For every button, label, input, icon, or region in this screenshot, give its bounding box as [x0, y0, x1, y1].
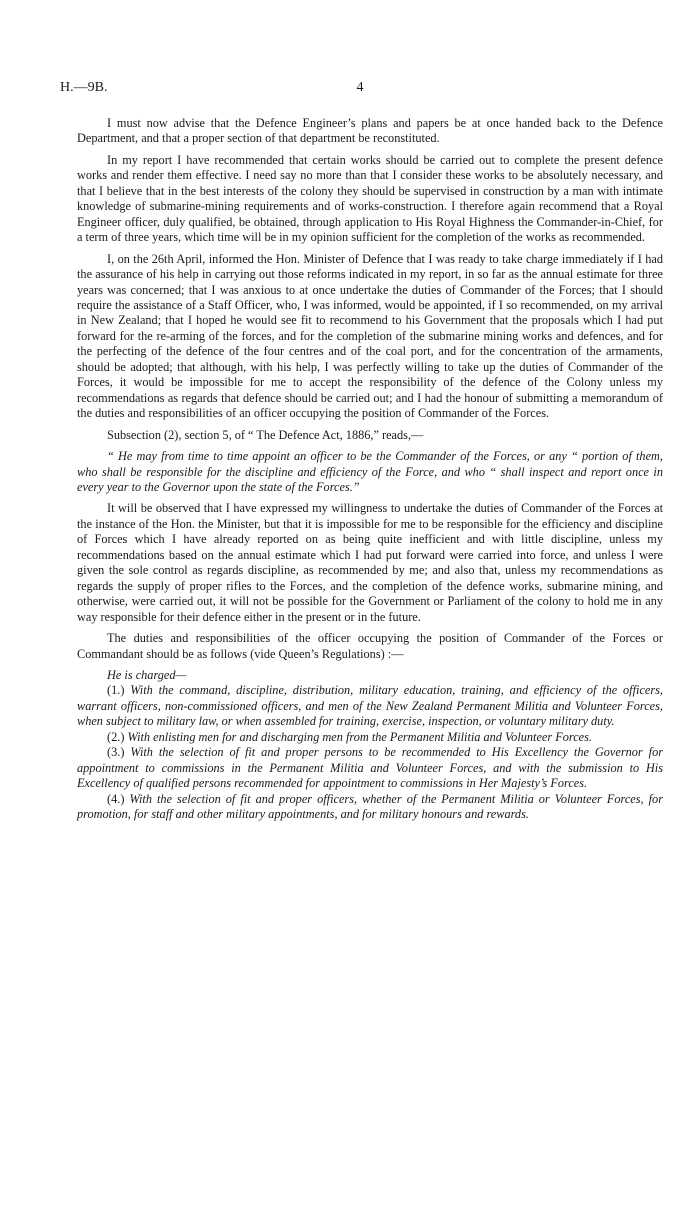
duty-item-2 — [77, 730, 663, 745]
duty-item-text: With the command, discipline, distribution, military education, training, and efficiency of the officers, warrant officers, non-commissioned officers, and men of the New Zealand Permanent Militia and Volunteer Forces, when subject to military law, or when assembled for training, exercise, inspection, or voluntary military duty. — [77, 683, 663, 729]
paragraph-report-works: In my report I have recommended that certain works should be carried out to complete the present defence works and render them effective. I need say no more than that I consider these works to be absolutely necessary, and that I believe that in the best interests of the colony they should be supervised in construction by a man with intimate knowledge of submarine-mining requirements and of works-construction. I therefore again recommend that a Royal Engineer officer, duly qualified, be obtained, through application to His Royal Highness the Commander-in-Chief, for a term of three years, which time will be in my opinion sufficient for the completion of the works as recommended. — [77, 152, 663, 245]
duty-item-number: (1.) — [107, 683, 125, 698]
act-quotation: “ He may from time to time appoint an officer to be the Commander of the Forces, or any “ portion of them, who shall be responsible for the discipline and efficiency of the Force, and who “ shall inspect and report once in every year to the Governor upon the state of the Forces.” — [77, 449, 663, 494]
duty-item-text: With the selection of fit and proper officers, whether of the Permanent Militia or Volunteer Forces, for promotion, for staff and other military appointments, and for military honours and rewards. — [77, 791, 663, 822]
document-reference: H.—9B. — [60, 80, 108, 95]
duty-item-number: (4.) — [107, 791, 125, 806]
paragraph-subsection: Subsection (2), section 5, of “ The Defence Act, 1886,” reads,— — [107, 427, 424, 442]
page-header — [60, 80, 660, 100]
duty-item-number: (2.) — [107, 729, 125, 744]
document-body — [77, 116, 663, 822]
page-number: 4 — [356, 80, 364, 95]
duty-item-3 — [77, 745, 663, 791]
duty-item-1 — [77, 683, 663, 729]
duty-item-text: With the selection of fit and proper persons to be recommended to His Excellency the Governor for appointment to commissions in the Permanent Militia and Volunteer Forces, and with the submission to His Excellency of qualified persons recommended for appointment to commissions in Her Majesty’s Forces. — [77, 745, 664, 791]
duty-item-number: (3.) — [107, 745, 125, 760]
paragraph-engineer-plans: I must now advise that the Defence Engineer’s plans and papers be at once handed back to the Defence Department, and that a proper section of that department be reconstituted. — [77, 116, 663, 146]
paragraph-april-minister: I, on the 26th April, informed the Hon. Minister of Defence that I was ready to take charge immediately if I had the assurance of his help in carrying out those reforms indicated in my report, in so far as the annual estimate for three years was concerned; that I was anxious to at once undertake the duties of Commander of the Forces; that I should require the assistance of a Staff Officer, who, I was informed, would be appointed, if I so recommended, on my arrival in New Zealand; that I hoped he would see fit to recommend to his Government that the proposals which I had put forward for the re-arming of the forces, and for the completion of the submarine mining works and defences, and for the perfecting of the defence of the four centres and of the coal port, and for the concentration of the armaments, should be adopted; that although, with his help, I was perfectly willing to take up the duties of Commander of the Forces, it would be impossible for me to accept the responsibility of the defence of the Colony unless my recommendations as regards that defence should be carried out; and I had the honour of submitting a memorandum of the duties and responsibilities of an officer occupying the position of Commander of the Forces. — [77, 251, 663, 421]
duty-item-4 — [77, 792, 663, 823]
charged-intro: He is charged— — [107, 667, 187, 682]
duty-item-text: With enlisting men for and discharging men from the Permanent Militia and Volunteer Forces. — [127, 729, 592, 744]
paragraph-willingness: It will be observed that I have expressed my willingness to undertake the duties of Commander of the Forces at the instance of the Hon. the Minister, but that it is impossible for me to be responsible for the efficiency and discipline of Forces which I have already reported on as being quite inefficient and with little discipline, unless my recommendations based on the annual estimate which I had put forward were carried into force, and unless I were given the sole control as regards discipline, as recommended by me; and also that, unless my recommendations as regards the supply of proper rifles to the Forces, and the completion of the defence works, submarine mining, and otherwise, were carried out, it will not be possible for the Government or Parliament of the colony to hold me in any way responsible for their defence either in the present or in the future. — [77, 501, 663, 624]
paragraph-duties-intro: The duties and responsibilities of the officer occupying the position of Commander of the Forces or Commandant should be as follows (vide Queen’s Regulations) :— — [77, 631, 663, 661]
